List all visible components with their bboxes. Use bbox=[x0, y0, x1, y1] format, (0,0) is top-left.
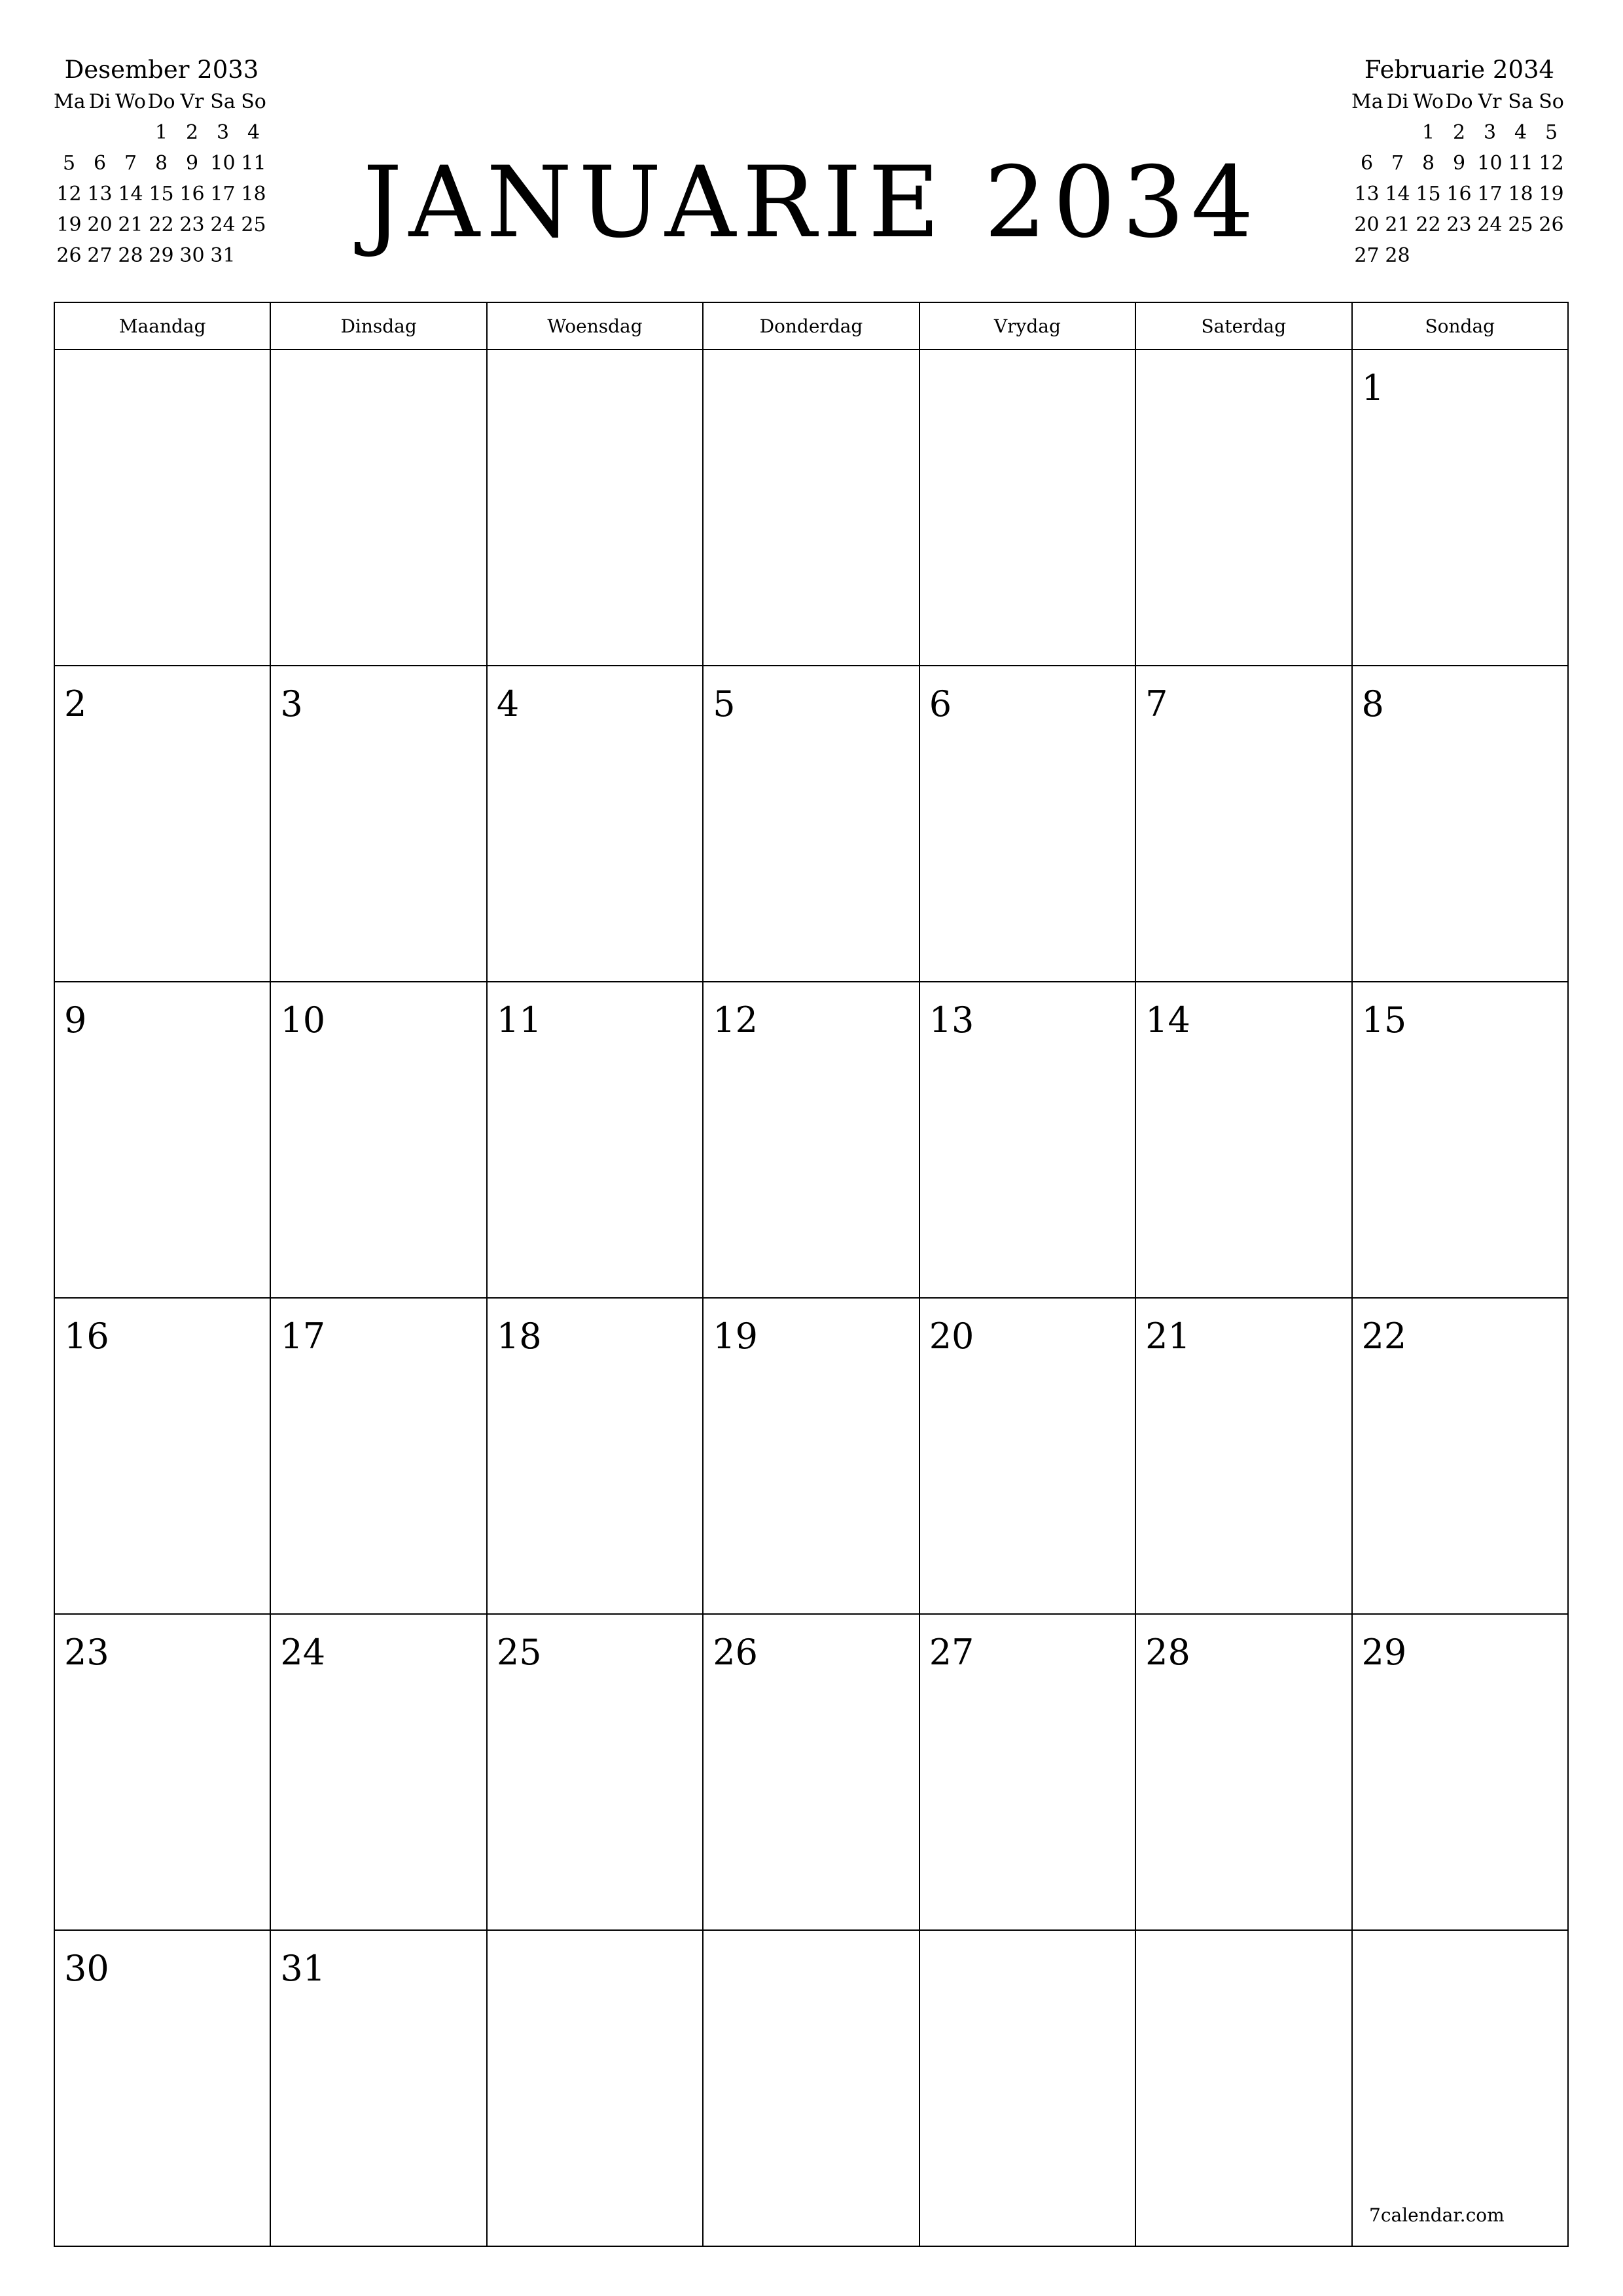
mini-day bbox=[1505, 240, 1536, 271]
mini-weekday-label: Vr bbox=[1478, 90, 1502, 113]
mini-day: 18 bbox=[241, 183, 266, 206]
mini-day: 22 bbox=[1416, 213, 1441, 236]
day-cell[interactable] bbox=[270, 982, 486, 1298]
mini-calendar-title: Desember 2033 bbox=[64, 56, 259, 84]
day-number: 6 bbox=[929, 683, 952, 725]
day-cell[interactable] bbox=[487, 350, 703, 666]
mini-day: 20 bbox=[87, 213, 113, 236]
day-cell[interactable] bbox=[487, 1298, 703, 1614]
mini-calendar-title: Februarie 2034 bbox=[1364, 56, 1555, 84]
mini-day: 13 bbox=[1354, 183, 1380, 206]
mini-day: 11 bbox=[241, 152, 266, 175]
day-cell[interactable] bbox=[919, 666, 1135, 982]
mini-day: 24 bbox=[1477, 213, 1503, 236]
mini-day bbox=[1444, 240, 1474, 271]
week-row bbox=[54, 1614, 1568, 1930]
day-number: 12 bbox=[713, 999, 758, 1041]
mini-day bbox=[1413, 240, 1444, 271]
day-number bbox=[920, 1931, 1135, 1949]
mini-day: 25 bbox=[241, 213, 266, 236]
day-cell[interactable] bbox=[919, 1930, 1135, 2246]
mini-day: 28 bbox=[118, 244, 143, 267]
mini-day: 27 bbox=[87, 244, 113, 267]
day-cell[interactable] bbox=[703, 1298, 919, 1614]
day-cell[interactable] bbox=[1352, 666, 1568, 982]
mini-day: 14 bbox=[1385, 183, 1410, 206]
mini-day: 2 bbox=[1452, 121, 1466, 144]
day-number: 19 bbox=[713, 1316, 758, 1357]
day-number: 30 bbox=[64, 1948, 109, 1989]
mini-day: 16 bbox=[1446, 183, 1472, 206]
day-cell[interactable] bbox=[487, 1614, 703, 1930]
day-cell[interactable] bbox=[270, 666, 486, 982]
mini-day: 7 bbox=[1391, 152, 1404, 175]
mini-day: 23 bbox=[179, 213, 205, 236]
mini-day: 26 bbox=[56, 244, 82, 267]
mini-day: 12 bbox=[1539, 152, 1564, 175]
mini-day: 1 bbox=[1421, 121, 1435, 144]
day-number: 23 bbox=[64, 1632, 109, 1673]
mini-calendar-grid bbox=[1351, 86, 1567, 271]
day-number: 14 bbox=[1145, 999, 1190, 1041]
mini-day: 24 bbox=[210, 213, 236, 236]
day-cell[interactable] bbox=[54, 666, 270, 982]
day-cell[interactable] bbox=[1135, 666, 1351, 982]
day-cell[interactable] bbox=[703, 1614, 919, 1930]
day-number: 25 bbox=[496, 1632, 542, 1673]
day-number: 7 bbox=[1145, 683, 1168, 725]
mini-day: 18 bbox=[1508, 183, 1533, 206]
mini-weekday-label: Wo bbox=[1413, 90, 1444, 113]
mini-weekday-label: Sa bbox=[1508, 90, 1533, 113]
mini-day: 10 bbox=[1477, 152, 1503, 175]
weekday-header: Sondag bbox=[1352, 302, 1568, 350]
mini-day: 3 bbox=[1483, 121, 1497, 144]
day-number bbox=[1136, 1931, 1351, 1949]
mini-day: 31 bbox=[210, 244, 236, 267]
footer-credit: 7calendar.com bbox=[1369, 2204, 1505, 2226]
mini-day: 6 bbox=[1360, 152, 1374, 175]
day-cell[interactable] bbox=[54, 350, 270, 666]
weekday-header: Dinsdag bbox=[270, 302, 486, 350]
day-number: 16 bbox=[64, 1316, 109, 1357]
day-cell[interactable] bbox=[1352, 350, 1568, 666]
mini-day: 26 bbox=[1539, 213, 1564, 236]
day-cell[interactable] bbox=[703, 350, 919, 666]
day-number: 11 bbox=[496, 999, 542, 1041]
mini-day: 15 bbox=[1416, 183, 1441, 206]
mini-day: 30 bbox=[179, 244, 205, 267]
day-number bbox=[488, 1931, 702, 1949]
day-number bbox=[271, 350, 486, 368]
mini-day bbox=[1474, 240, 1505, 271]
day-number: 13 bbox=[929, 999, 974, 1041]
mini-day: 8 bbox=[154, 152, 168, 175]
mini-day: 8 bbox=[1421, 152, 1435, 175]
week-row bbox=[54, 350, 1568, 666]
mini-day bbox=[115, 117, 146, 148]
day-number: 15 bbox=[1361, 999, 1407, 1041]
mini-day: 12 bbox=[56, 183, 82, 206]
mini-day bbox=[84, 117, 115, 148]
day-cell[interactable] bbox=[703, 666, 919, 982]
mini-weekday-label: Do bbox=[1445, 90, 1473, 113]
weekday-header-row bbox=[54, 302, 1568, 350]
day-cell[interactable] bbox=[919, 1298, 1135, 1614]
mini-weekday-label: Vr bbox=[180, 90, 204, 113]
mini-day: 5 bbox=[62, 152, 76, 175]
weekday-header: Vrydag bbox=[919, 302, 1135, 350]
day-cell[interactable] bbox=[1352, 982, 1568, 1298]
mini-day: 23 bbox=[1446, 213, 1472, 236]
page-title: JANUARIE 2034 bbox=[363, 146, 1260, 260]
day-cell[interactable] bbox=[919, 350, 1135, 666]
day-cell[interactable] bbox=[1352, 1614, 1568, 1930]
day-number: 1 bbox=[1361, 367, 1384, 408]
weekday-header: Saterdag bbox=[1135, 302, 1351, 350]
day-number bbox=[704, 1931, 918, 1949]
day-cell[interactable] bbox=[703, 1930, 919, 2246]
mini-day: 21 bbox=[118, 213, 143, 236]
mini-day: 21 bbox=[1385, 213, 1410, 236]
weekday-header: Maandag bbox=[54, 302, 270, 350]
weekday-header: Woensdag bbox=[487, 302, 703, 350]
day-cell[interactable] bbox=[487, 1930, 703, 2246]
day-number: 3 bbox=[280, 683, 303, 725]
day-number: 24 bbox=[280, 1632, 326, 1673]
mini-day: 1 bbox=[154, 121, 168, 144]
mini-weekday-label: Di bbox=[1386, 90, 1409, 113]
day-number: 8 bbox=[1361, 683, 1384, 725]
day-number bbox=[920, 350, 1135, 368]
mini-day: 22 bbox=[149, 213, 174, 236]
mini-day bbox=[1351, 117, 1382, 148]
mini-day: 13 bbox=[87, 183, 113, 206]
day-number: 29 bbox=[1361, 1632, 1407, 1673]
mini-day: 7 bbox=[124, 152, 137, 175]
week-row bbox=[54, 1930, 1568, 2246]
mini-day: 16 bbox=[179, 183, 205, 206]
week-row bbox=[54, 982, 1568, 1298]
mini-day: 28 bbox=[1385, 244, 1410, 267]
day-number: 27 bbox=[929, 1632, 974, 1673]
mini-day: 9 bbox=[1452, 152, 1466, 175]
mini-weekday-label: So bbox=[241, 90, 266, 113]
day-cell[interactable] bbox=[487, 982, 703, 1298]
day-cell[interactable] bbox=[1135, 1614, 1351, 1930]
day-number: 17 bbox=[280, 1316, 326, 1357]
mini-day: 5 bbox=[1544, 121, 1558, 144]
weekday-header: Donderdag bbox=[703, 302, 919, 350]
day-number: 4 bbox=[496, 683, 520, 725]
day-number: 9 bbox=[64, 999, 87, 1041]
day-number: 2 bbox=[64, 683, 87, 725]
day-cell[interactable] bbox=[1135, 1298, 1351, 1614]
day-number: 26 bbox=[713, 1632, 758, 1673]
mini-weekday-label: Do bbox=[147, 90, 175, 113]
week-row bbox=[54, 666, 1568, 982]
day-number bbox=[55, 350, 270, 368]
mini-day: 2 bbox=[185, 121, 199, 144]
mini-day bbox=[1382, 117, 1413, 148]
mini-day: 6 bbox=[93, 152, 107, 175]
day-cell[interactable] bbox=[487, 666, 703, 982]
mini-day: 10 bbox=[210, 152, 236, 175]
day-cell[interactable] bbox=[703, 982, 919, 1298]
mini-day: 27 bbox=[1354, 244, 1380, 267]
mini-day: 17 bbox=[210, 183, 236, 206]
day-number: 21 bbox=[1145, 1316, 1190, 1357]
day-number bbox=[1353, 1931, 1567, 1949]
mini-day: 4 bbox=[1514, 121, 1527, 144]
day-number bbox=[488, 350, 702, 368]
day-number bbox=[704, 350, 918, 368]
mini-day: 11 bbox=[1508, 152, 1533, 175]
month-grid bbox=[54, 302, 1569, 2247]
day-cell[interactable] bbox=[270, 1614, 486, 1930]
day-number: 5 bbox=[713, 683, 736, 725]
day-cell[interactable] bbox=[1135, 1930, 1351, 2246]
day-cell[interactable] bbox=[919, 982, 1135, 1298]
mini-weekday-label: Ma bbox=[54, 90, 86, 113]
day-cell[interactable] bbox=[54, 1614, 270, 1930]
day-number bbox=[1136, 350, 1351, 368]
mini-weekday-label: Di bbox=[88, 90, 111, 113]
day-number: 28 bbox=[1145, 1632, 1190, 1673]
day-number: 31 bbox=[280, 1948, 326, 1989]
day-number: 10 bbox=[280, 999, 326, 1041]
day-number: 22 bbox=[1361, 1316, 1407, 1357]
day-cell[interactable] bbox=[1352, 1930, 1568, 2246]
day-cell[interactable] bbox=[270, 1930, 486, 2246]
mini-day: 3 bbox=[216, 121, 230, 144]
mini-day: 15 bbox=[149, 183, 174, 206]
week-row bbox=[54, 1298, 1568, 1614]
mini-weekday-label: Wo bbox=[115, 90, 146, 113]
mini-weekday-label: Sa bbox=[210, 90, 236, 113]
mini-day: 4 bbox=[247, 121, 260, 144]
day-cell[interactable] bbox=[1135, 350, 1351, 666]
mini-day: 20 bbox=[1354, 213, 1380, 236]
mini-day: 17 bbox=[1477, 183, 1503, 206]
mini-weekday-label: So bbox=[1539, 90, 1564, 113]
mini-day bbox=[54, 117, 84, 148]
day-cell[interactable] bbox=[1135, 982, 1351, 1298]
mini-day: 14 bbox=[118, 183, 143, 206]
mini-day bbox=[1536, 240, 1567, 271]
day-number: 18 bbox=[496, 1316, 542, 1357]
day-cell[interactable] bbox=[270, 350, 486, 666]
mini-day: 19 bbox=[1539, 183, 1564, 206]
day-cell[interactable] bbox=[1352, 1298, 1568, 1614]
day-cell[interactable] bbox=[270, 1298, 486, 1614]
mini-day: 9 bbox=[185, 152, 199, 175]
mini-day: 29 bbox=[149, 244, 174, 267]
mini-day: 19 bbox=[56, 213, 82, 236]
mini-day: 25 bbox=[1508, 213, 1533, 236]
day-number: 20 bbox=[929, 1316, 974, 1357]
mini-calendar-next bbox=[1351, 54, 1567, 271]
day-cell[interactable] bbox=[54, 982, 270, 1298]
day-cell[interactable] bbox=[54, 1298, 270, 1614]
day-cell[interactable] bbox=[54, 1930, 270, 2246]
mini-weekday-label: Ma bbox=[1351, 90, 1383, 113]
day-cell[interactable] bbox=[919, 1614, 1135, 1930]
